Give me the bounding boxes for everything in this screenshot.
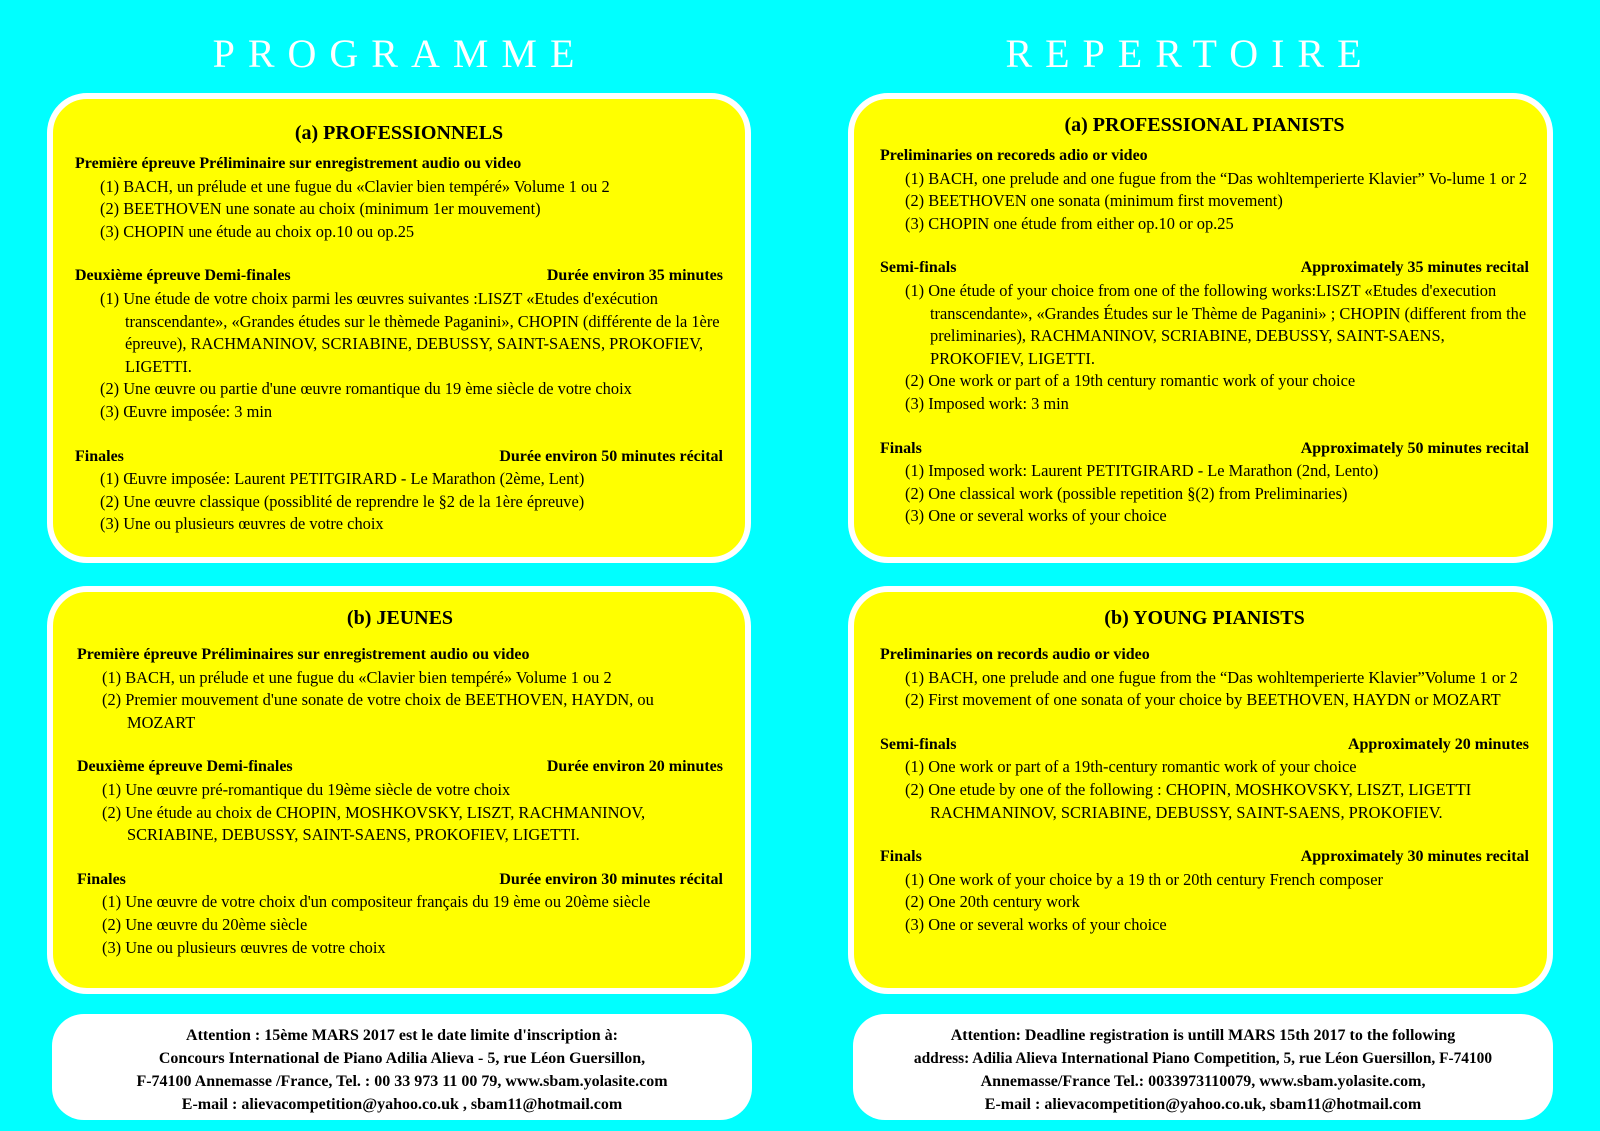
attention-line: E-mail : alievacompetition@yahoo.co.uk , sbam11@hotmail.com xyxy=(181,1096,623,1113)
section-duration: Approximately 50 minutes recital xyxy=(1300,439,1529,457)
section xyxy=(75,265,723,423)
section-heading: Preliminaries on recoreds adio or video xyxy=(880,147,1148,164)
section-header xyxy=(880,644,1529,667)
section-heading: Finales xyxy=(77,870,126,888)
section-duration: Durée environ 30 minutes récital xyxy=(499,870,723,888)
section-header xyxy=(77,756,723,779)
section-duration: Durée environ 50 minutes récital xyxy=(499,447,723,465)
section xyxy=(880,145,1529,235)
list-item: (2) Une étude au choix de CHOPIN, MOSHKOVSKY, LISZT, RACHMANINOV, SCRIABINE, DEBUSSY, SAINT-SAENS, PROKOFIEV, LIGETTI. xyxy=(102,802,646,845)
section xyxy=(880,846,1529,936)
box-title: (b) JEUNES xyxy=(346,607,454,629)
section xyxy=(880,257,1529,415)
section xyxy=(77,644,723,734)
young-pianists-box xyxy=(848,586,1553,994)
section-header xyxy=(75,265,723,288)
section-header xyxy=(880,257,1529,280)
section xyxy=(75,446,723,536)
list-item: (1) BACH, un prélude et une fugue du «Clavier bien tempéré» Volume 1 ou 2 xyxy=(102,667,612,687)
list-item: (1) BACH, un prélude et une fugue du «Clavier bien tempéré» Volume 1 ou 2 xyxy=(100,176,610,196)
attention-line: Annemasse/France Tel.: 0033973110079, www.sbam.yolasite.com, xyxy=(980,1073,1426,1090)
list-item: (3) One or several works of your choice xyxy=(905,506,1167,526)
list-item: (1) One étude of your choice from one of the following works:LISZT «Etudes d'execution transcendante», «Grandes Études sur le Thème de Paganini» ; CHOPIN (different from the preliminaries), RACHMANINOV, SCRIABINE, DEBUSSY, SAINT-SAENS, PROKOFIEV, LIGETTI. xyxy=(905,280,1527,368)
list-item: (1) Une étude de votre choix parmi les œuvres suivantes :LISZT «Etudes d'exécution transcendante», «Grandes études sur le thèmede Paganini», CHOPIN (différente de la 1ère épreuve), RACHMANINOV, SCRIABINE, DEBUSSY, SAINT-SAENS, PROKOFIEV, LIGETTI. xyxy=(100,288,720,376)
section-header xyxy=(75,153,723,176)
attention-box-en xyxy=(853,1014,1553,1120)
list-item: (3) Une ou plusieurs œuvres de votre choix xyxy=(102,937,386,957)
section xyxy=(880,734,1529,824)
section-header xyxy=(880,438,1529,461)
list-item: (2) First movement of one sonata of your choice by BEETHOVEN, HAYDN or MOZART xyxy=(905,690,1501,710)
section xyxy=(77,869,723,959)
attention-line: E-mail : alievacompetition@yahoo.co.uk, sbam11@hotmail.com xyxy=(984,1096,1422,1113)
list-item: (2) Premier mouvement d'une sonate de votre choix de BEETHOVEN, HAYDN, ou MOZART xyxy=(102,690,654,732)
list-item: (1) One work or part of a 19th-century romantic work of your choice xyxy=(905,757,1357,777)
professionnels-box xyxy=(47,93,751,563)
section-heading: Preliminaries on records audio or video xyxy=(880,646,1150,663)
list-item: (2) One 20th century work xyxy=(905,892,1080,912)
list-item: (3) Œuvre imposée: 3 min xyxy=(100,401,273,421)
section-header xyxy=(880,145,1529,168)
list-item: (1) Une œuvre de votre choix d'un compositeur français du 19 ème ou 20ème siècle xyxy=(102,892,651,912)
section-heading: Finales xyxy=(75,447,124,465)
jeunes-box xyxy=(47,586,751,994)
section-heading: Semi-finals xyxy=(880,259,957,277)
list-item: (3) One or several works of your choice xyxy=(905,914,1167,934)
section-heading: Première épreuve Préliminaires sur enregistrement audio ou video xyxy=(77,646,530,663)
section-header xyxy=(77,869,723,892)
section xyxy=(77,756,723,846)
section-heading: Première épreuve Préliminaire sur enregistrement audio ou video xyxy=(75,155,522,172)
section-duration: Durée environ 20 minutes xyxy=(546,758,723,776)
section-heading: Deuxième épreuve Demi-finales xyxy=(75,267,291,285)
section xyxy=(75,153,723,243)
professional-pianists-box xyxy=(848,93,1553,563)
list-item: (3) CHOPIN une étude au choix op.10 ou op.25 xyxy=(100,221,415,241)
section-duration: Approximately 30 minutes recital xyxy=(1300,848,1529,866)
list-item: (3) Une ou plusieurs œuvres de votre choix xyxy=(100,514,384,534)
section-duration: Approximately 35 minutes recital xyxy=(1300,259,1529,277)
list-item: (1) BACH, one prelude and one fugue from the “Das wohltemperierte Klavier” Vo-lume 1 or 2 xyxy=(905,168,1528,188)
programme-title: PROGRAMME xyxy=(212,31,588,76)
list-item: (1) One work of your choice by a 19 th or 20th century French composer xyxy=(905,869,1383,889)
section xyxy=(880,644,1529,712)
box-title: (a) PROFESSIONAL PIANISTS xyxy=(1064,114,1345,136)
list-item: (2) One classical work (possible repetition §(2) from Preliminaries) xyxy=(905,483,1348,503)
section-header xyxy=(75,446,723,469)
section-header xyxy=(77,644,723,667)
attention-line: Attention: Deadline registration is untill MARS 15th 2017 to the following xyxy=(950,1027,1456,1044)
section-header xyxy=(880,734,1529,757)
section-heading: Finals xyxy=(880,439,922,457)
box-title: (a) PROFESSIONNELS xyxy=(294,122,504,144)
list-item: (3) CHOPIN one étude from either op.10 or op.25 xyxy=(905,213,1234,233)
section-header xyxy=(880,846,1529,869)
list-item: (2) Une œuvre du 20ème siècle xyxy=(102,914,308,934)
section xyxy=(880,438,1529,528)
attention-line: Attention : 15ème MARS 2017 est le date limite d'inscription à: xyxy=(186,1027,618,1044)
section-heading: Finals xyxy=(880,848,922,866)
list-item: (2) BEETHOVEN une sonate au choix (minimum 1er mouvement) xyxy=(100,199,541,219)
section-duration: Approximately 20 minutes xyxy=(1347,735,1529,753)
attention-box-fr xyxy=(52,1014,752,1120)
list-item: (2) One etude by one of the following : CHOPIN, MOSHKOVSKY, LISZT, LIGETTI RACHMANINOV, SCRIABINE, DEBUSSY, SAINT-SAENS, PROKOFIEV. xyxy=(905,779,1472,822)
box-title: (b) YOUNG PIANISTS xyxy=(1104,607,1305,629)
section-duration: Durée environ 35 minutes xyxy=(546,267,723,285)
list-item: (2) BEETHOVEN one sonata (minimum first movement) xyxy=(905,191,1283,211)
repertoire-title: REPERTOIRE xyxy=(1005,31,1375,76)
list-item: (1) Une œuvre pré-romantique du 19ème siècle de votre choix xyxy=(102,779,511,799)
list-item: (2) Une œuvre classique (possiblité de reprendre le §2 de la 1ère épreuve) xyxy=(100,491,585,511)
list-item: (1) Œuvre imposée: Laurent PETITGIRARD - Le Marathon (2ème, Lent) xyxy=(100,469,585,489)
attention-line: address: Adilia Alieva International Piano Competition, 5, rue Léon Guersillon, F-74100 xyxy=(913,1050,1493,1067)
list-item: (2) One work or part of a 19th century romantic work of your choice xyxy=(905,371,1356,391)
list-item: (3) Imposed work: 3 min xyxy=(905,393,1069,413)
list-item: (1) BACH, one prelude and one fugue from the “Das wohltemperierte Klavier”Volume 1 or 2 xyxy=(905,667,1518,687)
section-heading: Semi-finals xyxy=(880,735,957,753)
attention-line: Concours International de Piano Adilia Alieva - 5, rue Léon Guersillon, xyxy=(158,1050,646,1067)
list-item: (1) Imposed work: Laurent PETITGIRARD - Le Marathon (2nd, Lento) xyxy=(905,461,1379,481)
attention-line: F-74100 Annemasse /France, Tel. : 00 33 973 11 00 79, www.sbam.yolasite.com xyxy=(136,1073,668,1090)
section-heading: Deuxième épreuve Demi-finales xyxy=(77,758,293,776)
list-item: (2) Une œuvre ou partie d'une œuvre romantique du 19 ème siècle de votre choix xyxy=(100,379,632,399)
